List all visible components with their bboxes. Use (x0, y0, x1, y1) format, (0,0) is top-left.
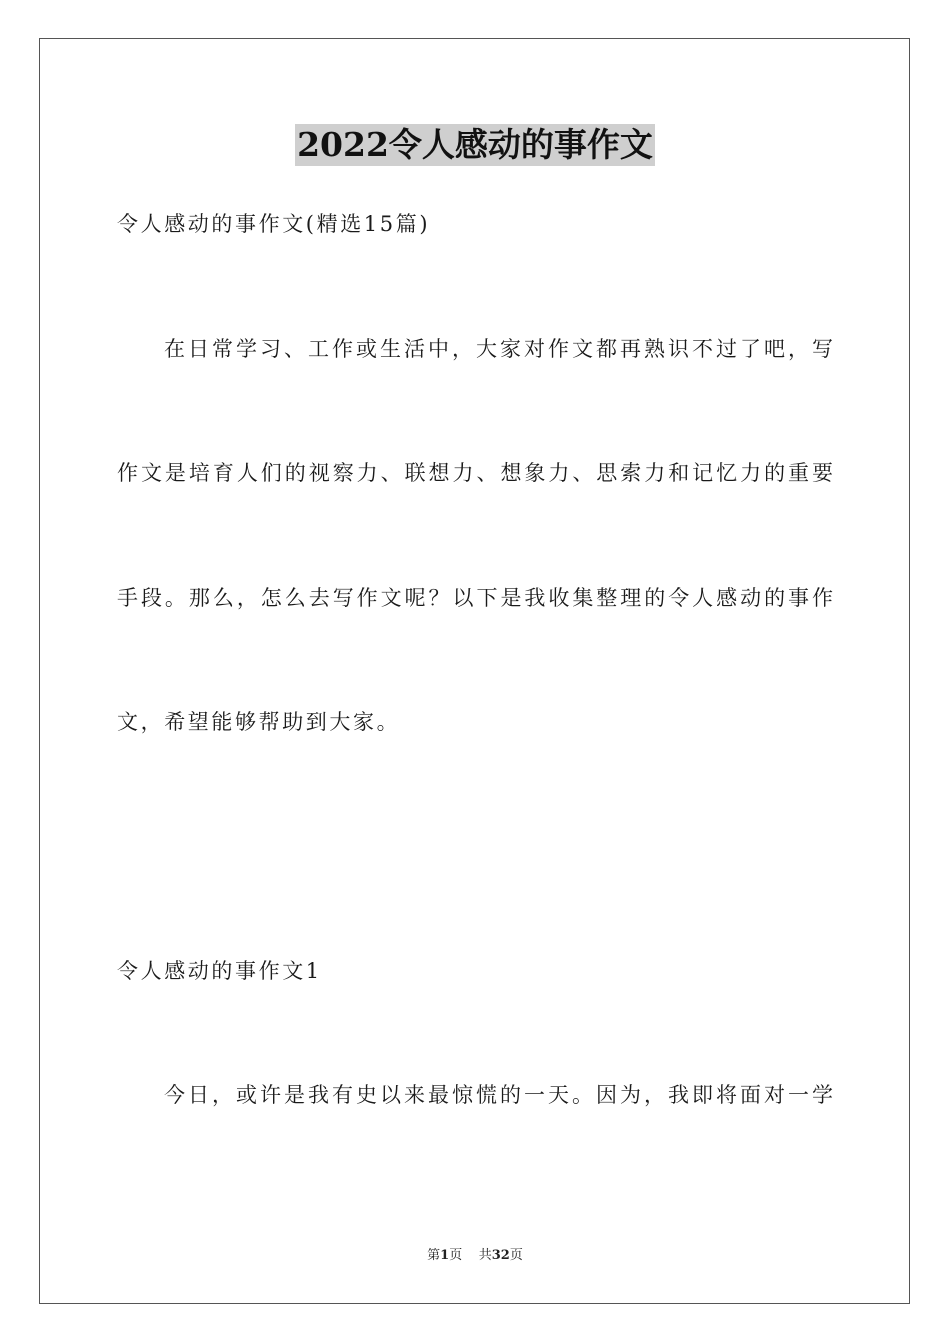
footer-page-number: 1 (440, 1248, 450, 1263)
title-container (0, 124, 950, 166)
footer-spacer (462, 1248, 479, 1263)
document-title: 2022令人感动的事作文 (297, 125, 653, 164)
footer-page-suffix: 页 (449, 1248, 463, 1263)
intro-line-4: 文，希望能够帮助到大家。 (117, 710, 401, 734)
footer-total-prefix: 共 (478, 1248, 492, 1263)
section-line-1: 今日，或许是我有史以来最惊慌的一天。因为，我即将面对一学 (164, 1083, 833, 1107)
document-subtitle: 令人感动的事作文(精选15篇) (117, 212, 431, 236)
section-heading: 令人感动的事作文1 (117, 959, 322, 983)
footer-page-prefix: 第 (427, 1248, 441, 1263)
page-footer (0, 1247, 950, 1265)
footer-total-pages: 32 (491, 1248, 510, 1263)
intro-line-2: 作文是培育人们的视察力、联想力、想象力、思索力和记忆力的重要 (117, 461, 833, 485)
intro-line-3: 手段。那么，怎么去写作文呢？以下是我收集整理的令人感动的事作 (117, 586, 833, 610)
intro-line-1: 在日常学习、工作或生活中，大家对作文都再熟识不过了吧，写 (164, 337, 833, 361)
footer-total-suffix: 页 (509, 1248, 523, 1263)
